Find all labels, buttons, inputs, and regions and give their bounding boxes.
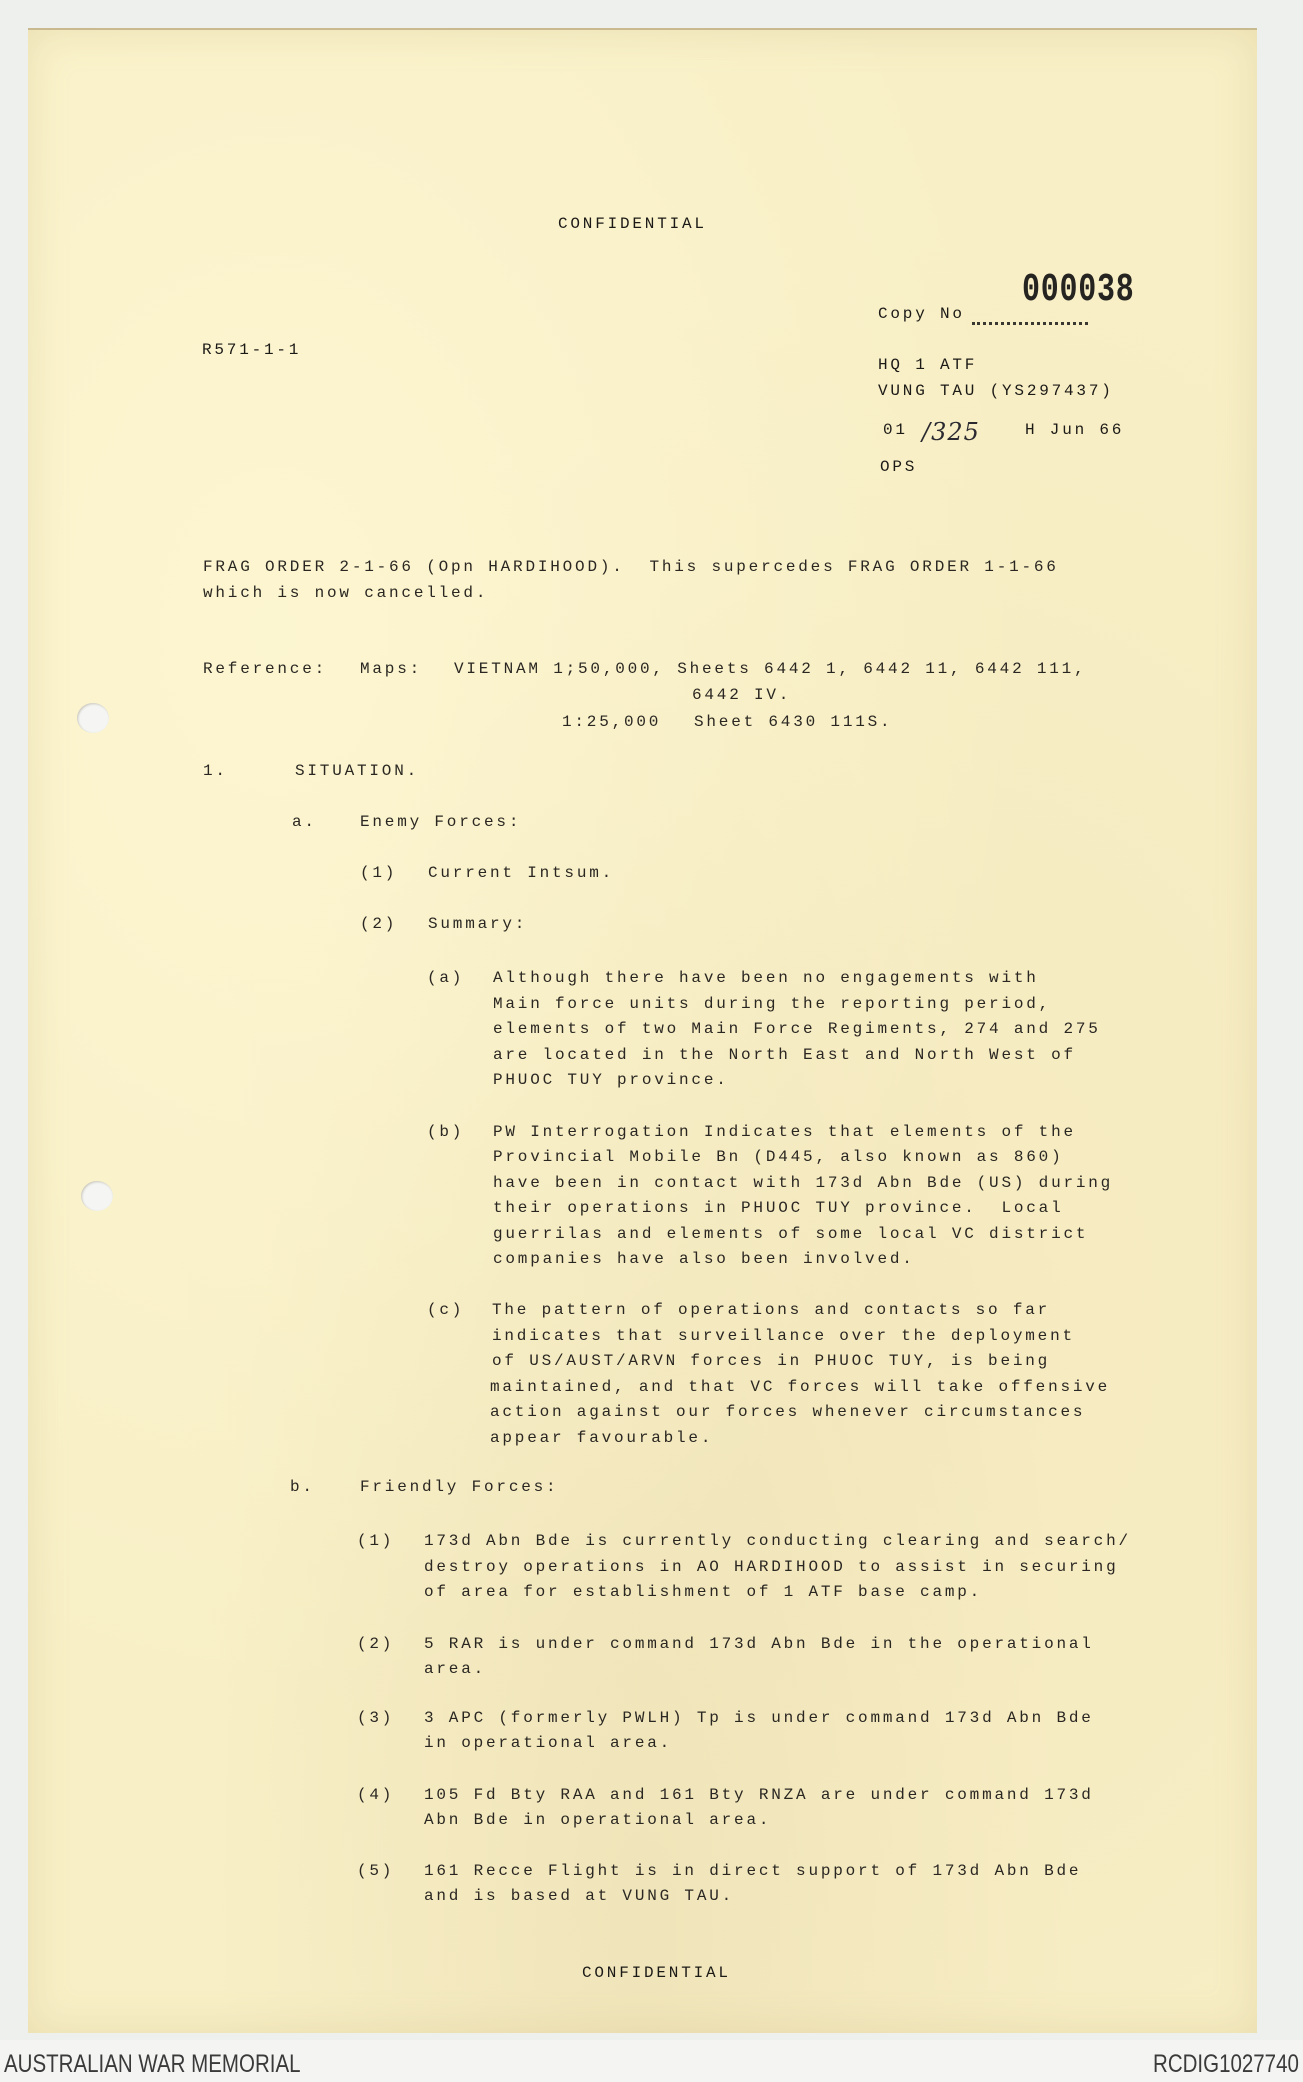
item-line: 3 APC (formerly PWLH) Tp is under command 173d Abn Bde — [424, 1709, 1094, 1727]
item-line: 5 RAR is under command 173d Abn Bde in the operational — [424, 1635, 1094, 1653]
reference-maps-line: 6442 IV. — [692, 686, 792, 704]
summary-line: action against our forces whenever circumstances — [490, 1403, 1086, 1421]
dtg-suffix: H Jun 66 — [1025, 421, 1125, 439]
subsection-title: Enemy Forces: — [360, 813, 522, 831]
summary-line: indicates that surveillance over the deployment — [492, 1327, 1075, 1345]
reference-sheet: Sheet 6430 111S. — [694, 713, 893, 731]
classification-header: CONFIDENTIAL — [558, 215, 707, 233]
origin-branch: OPS — [880, 458, 918, 476]
maps-label: Maps: — [360, 660, 423, 678]
summary-line: maintained, and that VC forces will take offensive — [490, 1378, 1111, 1396]
copy-label: Copy No — [878, 305, 965, 323]
classification-footer: CONFIDENTIAL — [582, 1964, 731, 1982]
summary-line: PHUOC TUY province. — [493, 1071, 729, 1089]
intro-line: which is now cancelled. — [203, 584, 489, 602]
item-line: area. — [424, 1660, 487, 1678]
summary-line: Provincial Mobile Bn (D445, also known as 860) — [493, 1148, 1064, 1166]
summary-line: have been in contact with 173d Abn Bde (US) during — [493, 1174, 1114, 1192]
item-text: Summary: — [428, 915, 528, 933]
copy-number-stamp: 000038 — [1022, 268, 1135, 313]
summary-line: The pattern of operations and contacts so far — [492, 1301, 1051, 1319]
reference-maps-line: VIETNAM 1;50,000, Sheets 6442 1, 6442 11, 6442 111, — [454, 660, 1087, 678]
origin-location: VUNG TAU (YS297437) — [878, 382, 1114, 400]
item-number: (4) — [357, 1786, 395, 1804]
item-line: in operational area. — [424, 1734, 673, 1752]
summary-line: are located in the North East and North West of — [493, 1046, 1076, 1064]
item-line: 161 Recce Flight is in direct support of 173d Abn Bde — [424, 1862, 1082, 1880]
item-number: (1) — [360, 864, 398, 882]
summary-line: elements of two Main Force Regiments, 274 and 275 — [493, 1020, 1101, 1038]
item-number: (1) — [357, 1532, 395, 1550]
item-line: 105 Fd Bty RAA and 161 Bty RNZA are under command 173d — [424, 1786, 1094, 1804]
item-line: 173d Abn Bde is currently conducting clearing and search/ — [424, 1532, 1131, 1550]
copy-number-underline — [972, 322, 1088, 325]
item-line: Abn Bde in operational area. — [424, 1811, 772, 1829]
summary-line: companies have also been involved. — [493, 1250, 915, 1268]
summary-letter: (c) — [427, 1301, 465, 1319]
subsection-letter: b. — [290, 1478, 315, 1496]
subsection-title: Friendly Forces: — [360, 1478, 559, 1496]
item-number: (3) — [357, 1709, 395, 1727]
summary-letter: (b) — [427, 1123, 465, 1141]
item-number: (5) — [357, 1862, 395, 1880]
item-line: destroy operations in AO HARDIHOOD to assist in securing — [424, 1558, 1119, 1576]
reference-label: Reference: — [203, 660, 328, 678]
summary-line: Although there have been no engagements with — [493, 969, 1039, 987]
summary-line: guerrilas and elements of some local VC district — [493, 1225, 1089, 1243]
summary-line: Main force units during the reporting period, — [493, 995, 1052, 1013]
reference-scale: 1:25,000 — [562, 713, 662, 731]
punch-hole — [81, 1181, 113, 1211]
file-reference: R571-1-1 — [202, 341, 302, 359]
item-line: of area for establishment of 1 ATF base camp. — [424, 1583, 983, 1601]
origin-unit: HQ 1 ATF — [878, 356, 978, 374]
item-line: and is based at VUNG TAU. — [424, 1887, 735, 1905]
subsection-letter: a. — [292, 813, 317, 831]
section-number: 1. — [203, 762, 228, 780]
summary-letter: (a) — [427, 969, 465, 987]
section-title: SITUATION. — [295, 762, 420, 780]
summary-line: their operations in PHUOC TUY province. Local — [493, 1199, 1064, 1217]
summary-line: PW Interrogation Indicates that elements of the — [493, 1123, 1076, 1141]
intro-line: FRAG ORDER 2-1-66 (Opn HARDIHOOD). This supercedes FRAG ORDER 1-1-66 — [203, 558, 1059, 576]
item-text: Current Intsum. — [428, 864, 615, 882]
archive-item-id: RCDIG1027740 — [1153, 2050, 1299, 2078]
item-number: (2) — [357, 1635, 395, 1653]
dtg-prefix: 01 — [883, 421, 908, 439]
summary-line: appear favourable. — [490, 1429, 714, 1447]
archive-institution: AUSTRALIAN WAR MEMORIAL — [4, 2050, 301, 2078]
item-number: (2) — [360, 915, 398, 933]
summary-line: of US/AUST/ARVN forces in PHUOC TUY, is being — [492, 1352, 1051, 1370]
dtg-handwritten-time: /325 — [922, 418, 980, 446]
punch-hole — [77, 703, 109, 733]
